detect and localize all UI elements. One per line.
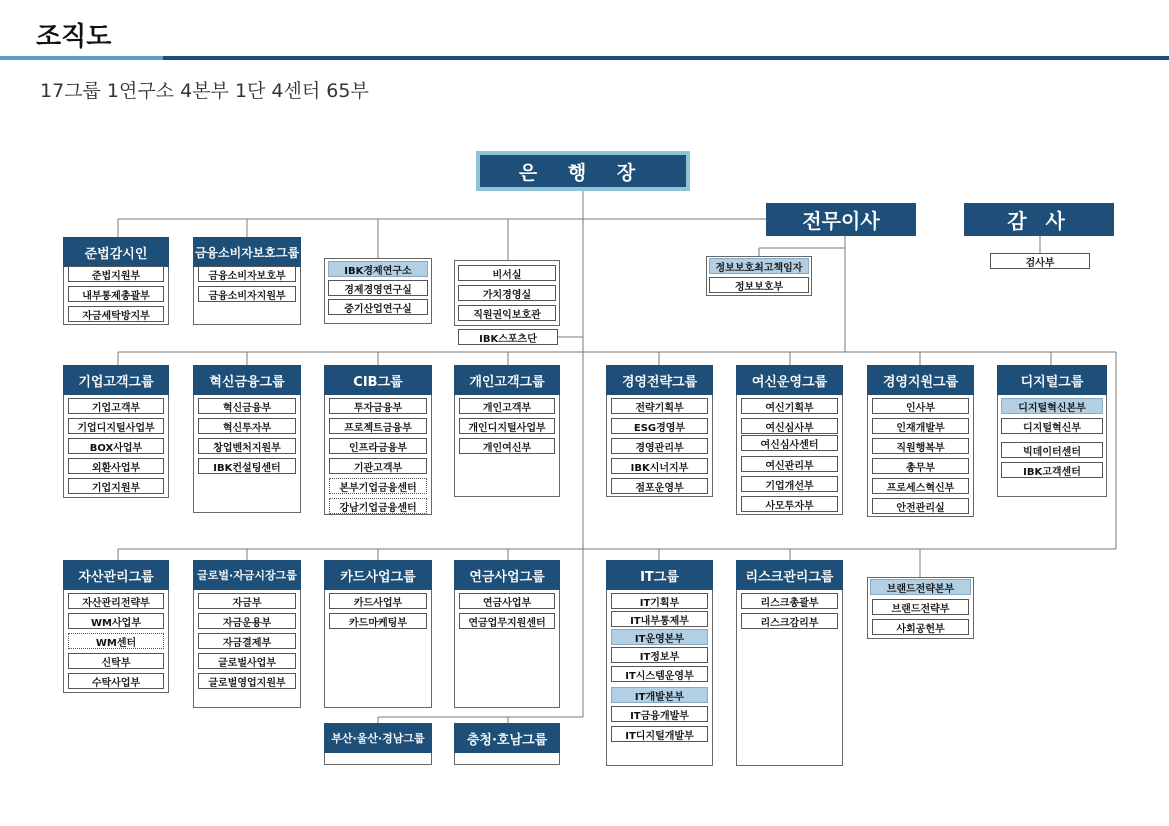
pension-head: 연금사업그룹 xyxy=(454,560,560,590)
unit-box: 자금부 xyxy=(198,593,296,609)
unit-box: 자금세탁방지부 xyxy=(68,306,164,322)
unit-box: 프로젝트금융부 xyxy=(329,418,427,434)
unit-box: 개인고객부 xyxy=(459,398,555,414)
unit-box: 기업개선부 xyxy=(741,476,838,492)
unit-box: 비서실 xyxy=(458,265,556,281)
unit-box: 총무부 xyxy=(872,458,969,474)
unit-box: 브랜드전략부 xyxy=(872,599,969,615)
risk-panel xyxy=(736,560,843,766)
credit-head: 여신운영그룹 xyxy=(736,365,843,395)
unit-box: 혁신금융부 xyxy=(198,398,296,414)
sports-team-box: IBK스포츠단 xyxy=(458,329,558,345)
unit-box: 사모투자부 xyxy=(741,496,838,512)
executive-director-box: 전무이사 xyxy=(766,203,916,236)
unit-box: 여신기획부 xyxy=(741,398,838,414)
consumer-head: 금융소비자보호그룹 xyxy=(193,237,301,267)
it-ops-head: IT운영본부 xyxy=(611,629,708,645)
audit-dept: 검사부 xyxy=(990,253,1090,269)
unit-box: 인재개발부 xyxy=(872,418,969,434)
unit-box: 안전관리실 xyxy=(872,498,969,514)
global-head: 글로벌·자금시장그룹 xyxy=(193,560,301,590)
unit-box: IT내부통제부 xyxy=(611,611,708,627)
unit-box: IT정보부 xyxy=(611,647,708,663)
unit-box: 리스크감리부 xyxy=(741,613,838,629)
unit-box: 혁신투자부 xyxy=(198,418,296,434)
unit-box: IT금융개발부 xyxy=(611,706,708,722)
unit-box: 정보보호부 xyxy=(709,277,809,293)
busan-head: 부산·울산·경남그룹 xyxy=(324,723,432,753)
unit-box: 기업디지털사업부 xyxy=(68,418,164,434)
it-dev-head: IT개발본부 xyxy=(611,687,708,703)
auditor-box: 감 사 xyxy=(964,203,1114,236)
unit-box: 프로세스혁신부 xyxy=(872,478,969,494)
unit-box: 여신심사센터 xyxy=(741,435,838,451)
unit-box: 개인여신부 xyxy=(459,438,555,454)
cib-head: CIB그룹 xyxy=(324,365,432,395)
unit-box: IBK컨설팅센터 xyxy=(198,458,296,474)
unit-box: 강남기업금융센터 xyxy=(329,498,427,514)
unit-box: IT시스템운영부 xyxy=(611,666,708,682)
unit-box: 사회공헌부 xyxy=(872,619,969,635)
innovation-head: 혁신금융그룹 xyxy=(193,365,301,395)
strategy-head: 경영전략그룹 xyxy=(606,365,713,395)
digital-head: 디지털그룹 xyxy=(997,365,1107,395)
unit-box: 중기산업연구실 xyxy=(328,299,428,315)
org-summary: 17그룹 1연구소 4본부 1단 4센터 65부 xyxy=(40,80,369,102)
unit-box: 인프라금융부 xyxy=(329,438,427,454)
unit-box: 글로벌영업지원부 xyxy=(198,673,296,689)
page-title: 조직도 xyxy=(36,22,112,52)
unit-box: 투자금융부 xyxy=(329,398,427,414)
brand-head: 브랜드전략본부 xyxy=(870,579,971,595)
unit-box: 연금사업부 xyxy=(459,593,555,609)
unit-box: 경제경영연구실 xyxy=(328,280,428,296)
unit-box: 직원행복부 xyxy=(872,438,969,454)
unit-box: 준법지원부 xyxy=(68,266,164,282)
unit-box: 신탁부 xyxy=(68,653,164,669)
unit-box: 자금결제부 xyxy=(198,633,296,649)
wealth-head: 자산관리그룹 xyxy=(63,560,169,590)
unit-box: 카드마케팅부 xyxy=(329,613,427,629)
unit-box: 점포운영부 xyxy=(611,478,708,494)
ceo-label: 은 행 장 xyxy=(480,155,686,187)
support-head: 경영지원그룹 xyxy=(867,365,974,395)
unit-box: 창업벤처지원부 xyxy=(198,438,296,454)
unit-box: IT기획부 xyxy=(611,593,708,609)
digital-sub-head: 디지털혁신본부 xyxy=(1001,398,1103,414)
unit-box: IBK시너지부 xyxy=(611,458,708,474)
it-head: IT그룹 xyxy=(606,560,713,590)
unit-box: 금융소비자보호부 xyxy=(198,266,296,282)
research-head: IBK경제연구소 xyxy=(328,261,428,277)
unit-box: 빅데이터센터 xyxy=(1001,442,1103,458)
unit-box: IBK고객센터 xyxy=(1001,462,1103,478)
unit-box: 수탁사업부 xyxy=(68,673,164,689)
unit-box: 리스크총괄부 xyxy=(741,593,838,609)
unit-box: IT디지털개발부 xyxy=(611,726,708,742)
unit-box: 기관고객부 xyxy=(329,458,427,474)
unit-box: WM센터 xyxy=(68,633,164,649)
risk-head: 리스크관리그룹 xyxy=(736,560,843,590)
corporate-head: 기업고객그룹 xyxy=(63,365,169,395)
card-head: 카드사업그룹 xyxy=(324,560,432,590)
unit-box: 글로벌사업부 xyxy=(198,653,296,669)
unit-box: 기업지원부 xyxy=(68,478,164,494)
unit-box: 내부통제총괄부 xyxy=(68,286,164,302)
ceo-box xyxy=(476,151,690,191)
infosec-head: 정보보호최고책임자 xyxy=(709,258,809,274)
unit-box: 본부기업금융센터 xyxy=(329,478,427,494)
unit-box: 자금운용부 xyxy=(198,613,296,629)
compliance-head: 준법감시인 xyxy=(63,237,169,267)
unit-box: 금융소비자지원부 xyxy=(198,286,296,302)
unit-box: 연금업무지원센터 xyxy=(459,613,555,629)
unit-box: 가치경영실 xyxy=(458,285,556,301)
unit-box: 자산관리전략부 xyxy=(68,593,164,609)
unit-box: 외환사업부 xyxy=(68,458,164,474)
unit-box: 디지털혁신부 xyxy=(1001,418,1103,434)
unit-box: WM사업부 xyxy=(68,613,164,629)
unit-box: 개인디지털사업부 xyxy=(459,418,555,434)
unit-box: 카드사업부 xyxy=(329,593,427,609)
unit-box: 인사부 xyxy=(872,398,969,414)
unit-box: 기업고객부 xyxy=(68,398,164,414)
unit-box: ESG경영부 xyxy=(611,418,708,434)
unit-box: 직원권익보호관 xyxy=(458,305,556,321)
unit-box: 여신관리부 xyxy=(741,456,838,472)
chungcheong-head: 충청·호남그룹 xyxy=(454,723,560,753)
personal-head: 개인고객그룹 xyxy=(454,365,560,395)
unit-box: BOX사업부 xyxy=(68,438,164,454)
unit-box: 여신심사부 xyxy=(741,418,838,434)
unit-box: 경영관리부 xyxy=(611,438,708,454)
unit-box: 전략기획부 xyxy=(611,398,708,414)
